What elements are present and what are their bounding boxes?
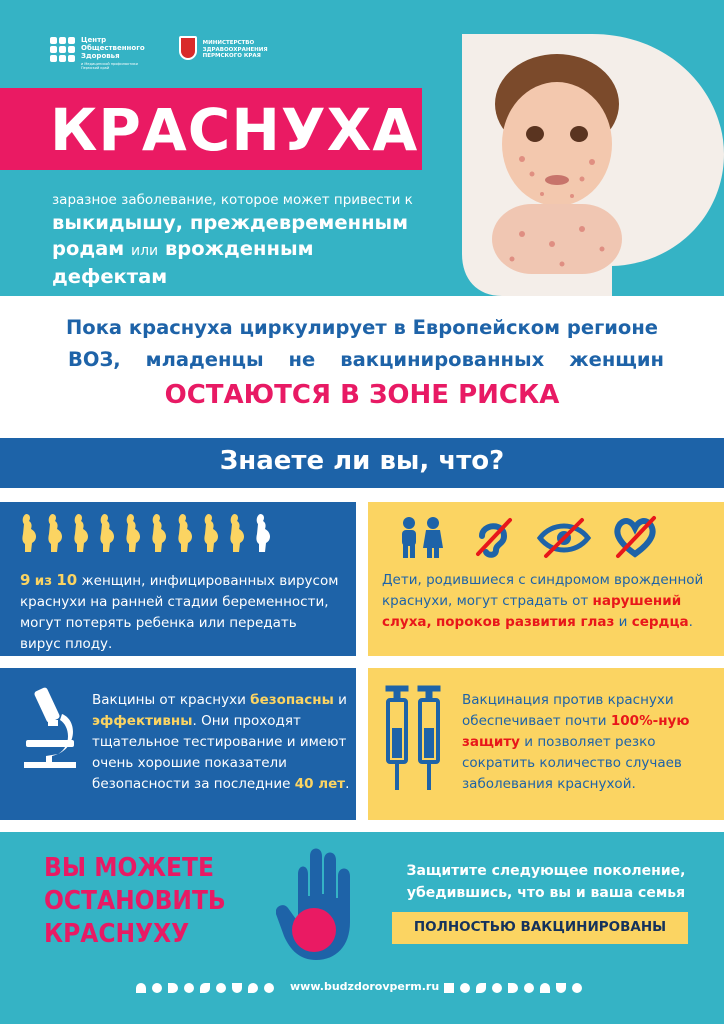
stop-rubella-slogan xyxy=(44,852,226,951)
risk-line2: ВОЗ, младенцы не вакцинированных женщин xyxy=(68,348,664,371)
logos xyxy=(50,36,268,70)
stop-line1: ВЫ МОЖЕТЕ xyxy=(44,853,214,883)
protect-line2: убедившись, что вы и ваша семья xyxy=(406,885,686,901)
protection-percent: 100%-ную защиту xyxy=(462,713,690,750)
subtitle-word-births: родам xyxy=(52,237,125,260)
decor-shapes-left xyxy=(136,983,274,993)
pregnant-woman-icon xyxy=(146,512,170,554)
subtitle-big xyxy=(52,210,432,290)
stat-text: женщин, инфицированных вирусом краснухи на ранней стадии беременности, могут потерять ребенка или передать вирус плоду. xyxy=(20,573,339,652)
subtitle-word-defects: врожденным дефектам xyxy=(52,237,314,288)
pregnant-woman-icon xyxy=(198,512,222,554)
center-logo-line3: Здоровья xyxy=(81,52,120,60)
vaccinated-text: ПОЛНОСТЬЮ ВАКЦИНИРОВАНЫ xyxy=(413,919,667,935)
ministry-line3: ПЕРМСКОГО КРАЯ xyxy=(202,53,261,59)
center-logo xyxy=(50,36,145,70)
center-logo-icon xyxy=(50,37,75,62)
children-icon xyxy=(396,516,448,560)
crest-icon xyxy=(179,36,197,60)
syringes-icon xyxy=(382,684,450,792)
pregnant-woman-icon xyxy=(42,512,66,554)
risk-line1: Пока краснуха циркулирует в Европейском регионе xyxy=(65,316,659,339)
ministry-line2: ЗДРАВООХРАНЕНИЯ xyxy=(202,46,268,53)
subtitle-word-or: или xyxy=(131,243,159,259)
vision-impaired-icon xyxy=(536,514,592,560)
pregnant-woman-icon xyxy=(16,512,40,554)
pregnant-woman-icon xyxy=(120,512,144,554)
pregnant-woman-icon xyxy=(172,512,196,554)
decor-shapes-right xyxy=(444,983,582,993)
safety-safe: безопасны xyxy=(250,692,334,708)
card-safety-text xyxy=(92,690,352,795)
syndrome-and: и xyxy=(618,614,628,630)
safety-text1: Вакцины от краснухи xyxy=(92,692,246,708)
pregnant-woman-icon xyxy=(224,512,248,554)
center-logo-line1: Центр xyxy=(81,36,107,44)
subtitle-big-line2 xyxy=(52,236,432,290)
protect-text xyxy=(388,860,704,904)
syndrome-heart: сердца xyxy=(631,614,689,630)
stop-line2: ОСТАНОВИТЬ xyxy=(44,886,226,916)
pregnant-woman-icon xyxy=(250,512,274,554)
website-link[interactable]: www.budzdorovperm.ru xyxy=(290,980,440,993)
risk-strong: ОСТАЮТСЯ В ЗОНЕ РИСКА xyxy=(164,380,560,410)
safety-effective: эффективны xyxy=(92,713,193,729)
protection-text2: и позволяет резко сократить количество случаев заболевания краснухой. xyxy=(462,734,682,792)
pregnant-woman-icon xyxy=(68,512,92,554)
heart-defect-icon xyxy=(610,512,660,562)
know-title: Знаете ли вы, что? xyxy=(219,446,505,476)
subtitle-big-line1: выкидышу, преждевременным xyxy=(52,211,409,234)
child-photo xyxy=(462,34,724,296)
safety-years: 40 лет xyxy=(294,776,346,792)
safety-and: и xyxy=(338,692,347,708)
center-logo-sub: и Медицинской профилактики Пермский край xyxy=(81,62,138,70)
center-logo-line2: Общественного xyxy=(81,44,145,52)
card-protection-text xyxy=(462,690,712,795)
stat-total: 10 xyxy=(56,571,78,589)
ministry-line1: МИНИСТЕРСТВО xyxy=(202,40,255,46)
page-title: КРАСНУХА xyxy=(50,96,419,164)
syndrome-eyes: пороков развития глаз xyxy=(435,614,615,630)
pregnant-woman-icon xyxy=(94,512,118,554)
syndrome-end: . xyxy=(688,614,693,630)
stop-hand-icon xyxy=(276,846,368,964)
subtitle-small: заразное заболевание, которое может привести к xyxy=(52,192,413,208)
pregnant-women-icons xyxy=(16,512,274,554)
stat-num: 9 xyxy=(20,571,31,589)
syndrome-hearing: нарушений слуха xyxy=(382,593,682,630)
hearing-impaired-icon xyxy=(470,514,516,560)
microscope-icon xyxy=(18,686,82,768)
syndrome-sep: , xyxy=(426,614,432,630)
syndrome-text: Дети, родившиеся с синдромом врожденной краснухи, могут страдать от xyxy=(382,572,704,609)
safety-end: . xyxy=(345,776,350,792)
stat-from: из xyxy=(34,573,53,589)
protect-line1: Защитите следующее поколение, xyxy=(406,863,686,879)
stop-line3: КРАСНУХУ xyxy=(44,919,190,949)
ministry-logo xyxy=(179,36,268,70)
protection-text1: Вакцинация против краснухи обеспечивает почти xyxy=(462,692,674,729)
safety-text2: . Они проходят тщательное тестирование и имеют очень хорошие показатели безопасности за последние xyxy=(92,713,347,792)
card-infection-text xyxy=(20,570,340,655)
card-syndrome-text xyxy=(382,570,714,633)
risk-section xyxy=(0,296,724,438)
